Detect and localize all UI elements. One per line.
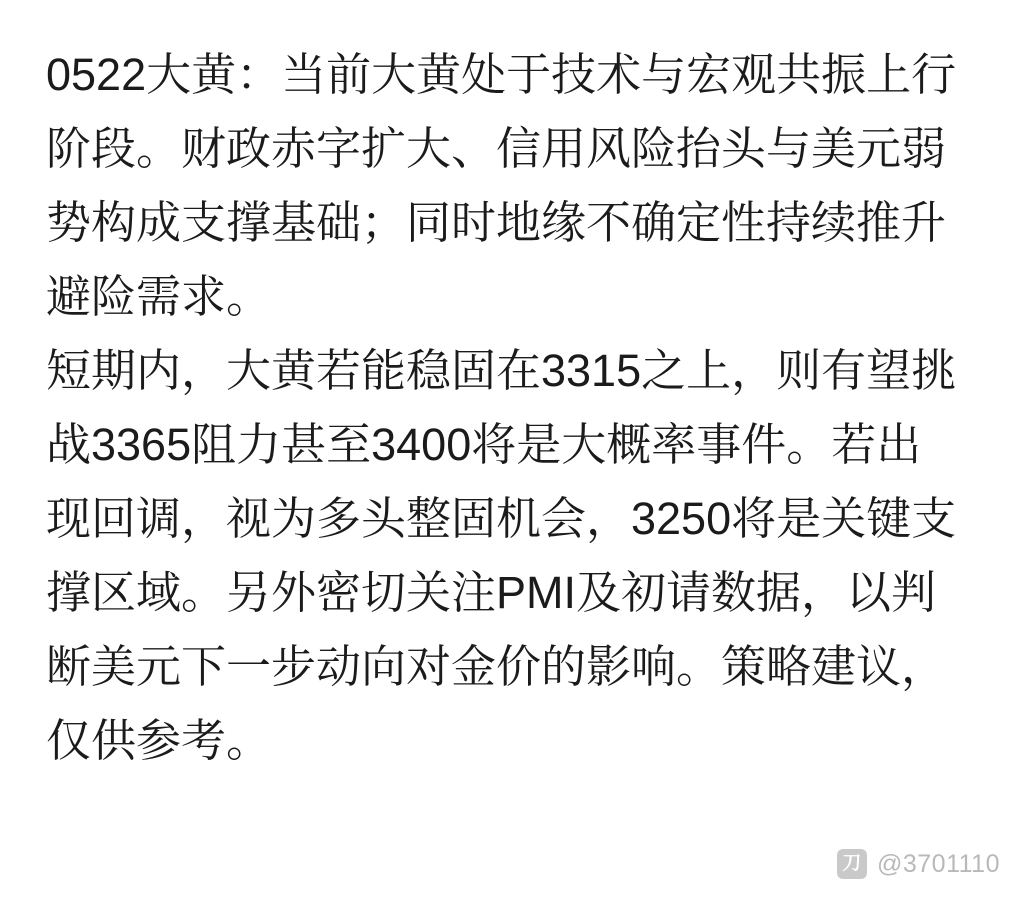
watermark-handle: @3701110 [877,849,1000,878]
watermark-logo-icon: 刀 [837,849,867,879]
document-body [46,38,966,778]
watermark [837,849,1000,879]
paragraph-2: 短期内，大黄若能稳固在3315之上，则有望挑战3365阻力甚至3400将是大概率事件。若出现回调，视为多头整固机会，3250将是关键支撑区域。另外密切关注PMI及初请数据，以判断美元下一步动向对金价的影响。策略建议，仅供参考。 [46,345,957,766]
paragraph-1: 0522大黄：当前大黄处于技术与宏观共振上行阶段。财政赤字扩大、信用风险抬头与美元弱势构成支撑基础；同时地缘不确定性持续推升避险需求。 [46,49,957,322]
